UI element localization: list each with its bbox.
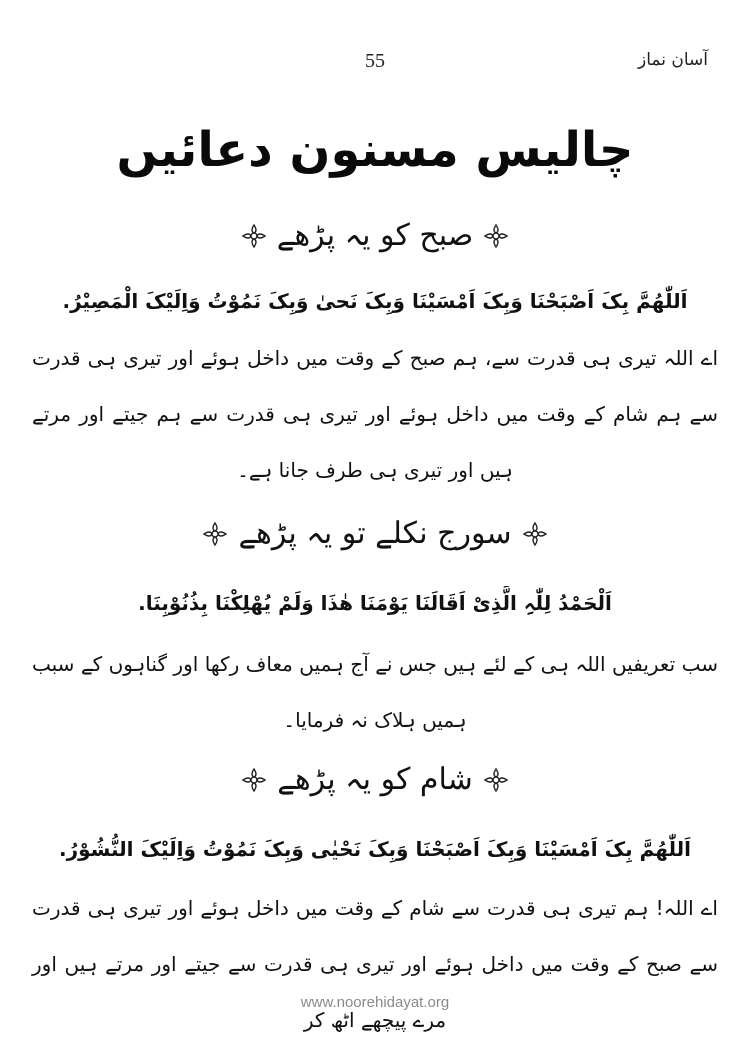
page-title: چالیس مسنون دعائیں: [116, 122, 634, 178]
urdu-translation: اے اللہ! ہم تیری ہی قدرت سے شام کے وقت میں داخل ہوئے اور تیری ہی قدرت سے صبح کے وقت میں داخل ہوئے اور تیری ہی قدرت سے جیتے اور مرتے ہیں اور مرے پیچھے اٹھ کر: [32, 896, 718, 1032]
section-heading-text: صبح کو یہ پڑھے: [276, 218, 474, 253]
website-footer: www.noorehidayat.org: [300, 994, 450, 1011]
arabic-dua-text: اَللّٰھُمَّ بِکَ اَمْسَیْنَا وَبِکَ اَصْبَحْنَا وَبِکَ نَحْیٰی وَبِکَ نَمُوْتُ وَاِلَیْکَ النُّشُوْرُ.: [58, 837, 691, 861]
section-heading-sunrise: [0, 512, 750, 556]
arabic-dua-text: اَلْحَمْدُ لِلّٰہِ الَّذِیْ اَقَالَنَا یَوْمَنَا ھٰذَا وَلَمْ یُھْلِکْنَا بِذُنُوْبِنَا.: [138, 591, 612, 615]
page-number: 55: [365, 50, 385, 72]
section-heading-evening: [0, 758, 750, 802]
flower-ornament-icon: [202, 521, 228, 547]
urdu-translation: سب تعریفیں اللہ ہی کے لئے ہیں جس نے آج ہمیں معاف رکھا اور گناہوں کے سبب ہمیں ہلاک نہ فرمایا۔: [32, 652, 718, 732]
flower-ornament-icon: [241, 767, 267, 793]
flower-ornament-icon: [241, 223, 267, 249]
arabic-dua-text: اَللّٰھُمَّ بِکَ اَصْبَحْنَا وَبِکَ اَمْسَیْنَا وَبِکَ نَحیٰ وَبِکَ نَمُوْتُ وَاِلَیْکَ الْمَصِیْرُ.: [62, 289, 688, 313]
section-heading-text: شام کو یہ پڑھے: [277, 762, 473, 797]
book-title: آسان نماز: [638, 50, 708, 70]
flower-ornament-icon: [483, 223, 509, 249]
flower-ornament-icon: [522, 521, 548, 547]
section-heading-text: سورج نکلے تو یہ پڑھے: [238, 516, 512, 551]
urdu-translation: اے اللہ تیری ہی قدرت سے، ہم صبح کے وقت میں داخل ہوئے اور تیری ہی قدرت سے ہم شام کے وقت میں داخل ہوئے اور تیری ہی قدرت سے ہم جیتے اور مرتے ہیں اور تیری ہی طرف جانا ہے۔: [32, 346, 718, 482]
section-heading-morning: [0, 214, 750, 258]
flower-ornament-icon: [483, 767, 509, 793]
